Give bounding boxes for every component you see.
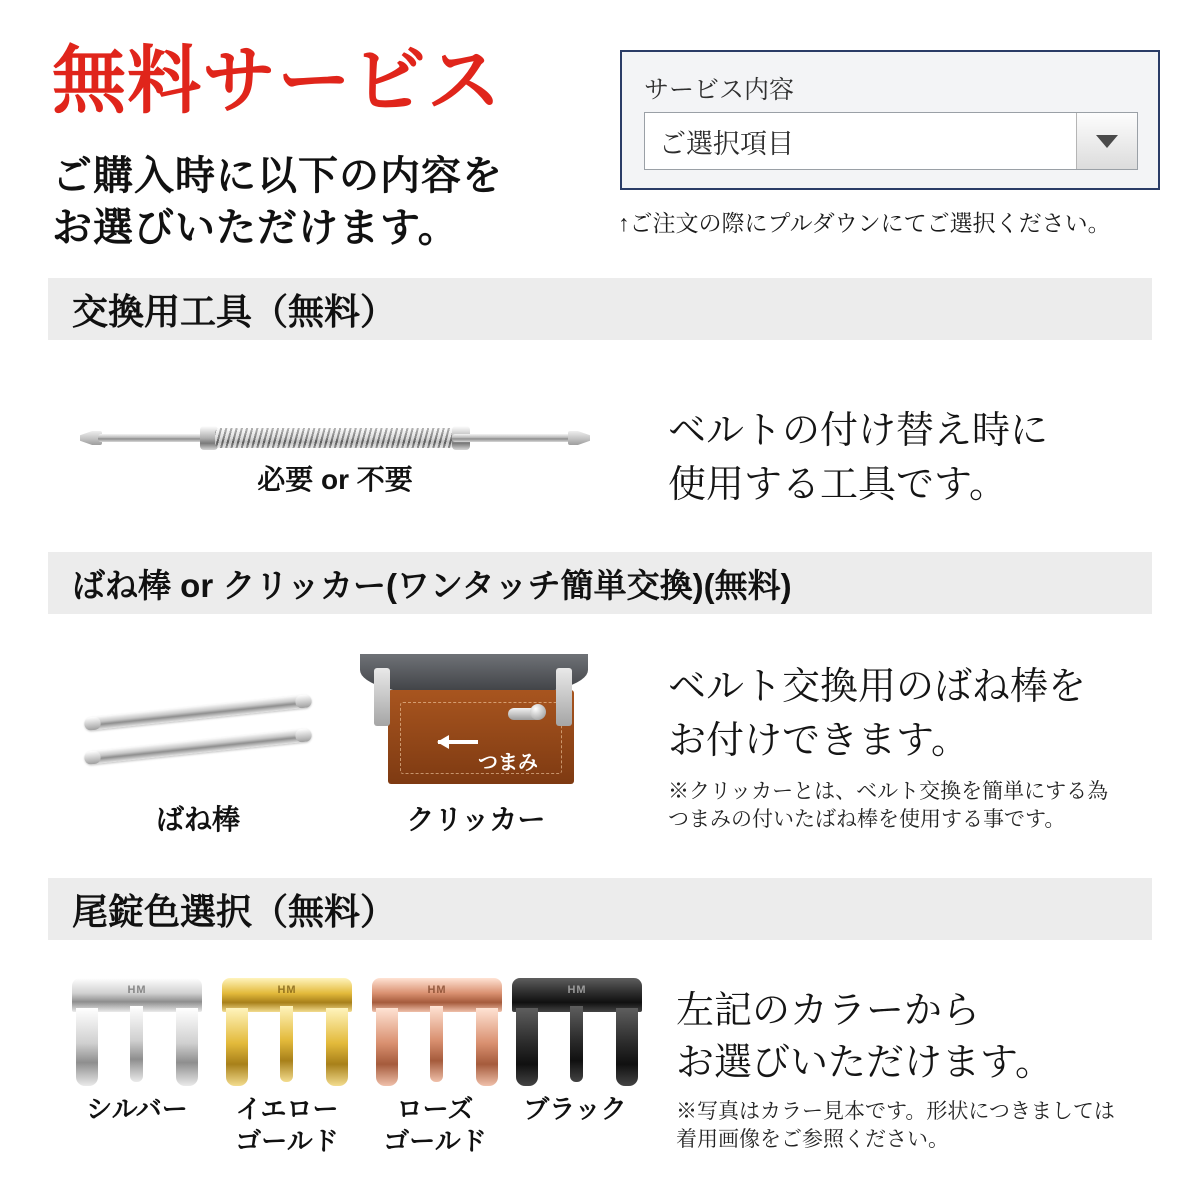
buckle-logo: HM — [427, 984, 447, 996]
buckle-tongue — [280, 1006, 293, 1082]
buckle-tongue — [130, 1006, 143, 1082]
section-title-springbar: ばね棒 or クリッカー(ワンタッチ簡単交換)(無料) — [72, 566, 792, 604]
header — [0, 0, 1200, 250]
service-select-value: ご選択項目 — [659, 128, 794, 159]
section-header-buckle — [48, 878, 1152, 940]
clicker-photo — [360, 654, 588, 784]
chevron-down-icon[interactable] — [1076, 113, 1137, 169]
tool-description-line-1: ベルトの付け替え時に — [668, 410, 1049, 452]
buckle-caption-yellow-gold-line-2: ゴールド — [235, 1126, 339, 1156]
section-header-springbar — [48, 552, 1152, 614]
header-subtitle-line-2: お選びいただけます。 — [52, 206, 459, 250]
service-select-panel — [620, 50, 1160, 190]
spring-bar-1 — [84, 694, 312, 731]
service-select[interactable] — [644, 112, 1138, 170]
spring-bars-illustration — [78, 700, 318, 780]
tool-tip-right — [568, 431, 590, 445]
tool-shaft-right — [452, 434, 572, 442]
buckle-description-line-1: 左記のカラーから — [676, 990, 981, 1032]
buckle-leg-left — [226, 1008, 248, 1086]
tool-grip — [215, 428, 455, 448]
spring-bar-2 — [84, 728, 312, 765]
tool-caption: 必要 or 不要 — [257, 464, 413, 495]
watch-lug-right — [556, 668, 572, 726]
clicker-photo-label: つまみ — [478, 752, 538, 774]
tool-description-line-2: 使用する工具です。 — [668, 464, 1007, 506]
buckle-caption-rose-gold: ローズ — [396, 1094, 474, 1124]
springbar-description-line-1: ベルト交換用のばね棒を — [668, 666, 1087, 708]
springbar-caption: ばね棒 — [155, 804, 240, 835]
buckle-leg-left — [76, 1008, 98, 1086]
service-select-label: サービス内容 — [644, 76, 795, 104]
buckle-description-line-2: お選びいただけます。 — [676, 1042, 1053, 1084]
clicker-caption: クリッカー — [406, 804, 546, 835]
buckle-rose-gold[interactable] — [372, 978, 502, 1086]
buckle-tongue — [430, 1006, 443, 1082]
buckle-caption-black: ブラック — [523, 1094, 627, 1124]
buckle-caption-rose-gold-line-2: ゴールド — [383, 1126, 487, 1156]
springbar-description-line-2: お付けできます。 — [668, 720, 969, 762]
buckle-logo: HM — [127, 984, 147, 996]
buckle-caption-yellow-gold: イエロー — [235, 1094, 339, 1124]
buckle-logo: HM — [567, 984, 587, 996]
buckle-caption-silver: シルバー — [86, 1094, 188, 1124]
section-header-tool — [48, 278, 1152, 340]
buckle-leg-right — [616, 1008, 638, 1086]
section-title-tool: 交換用工具（無料） — [72, 290, 397, 332]
buckle-note-line-1: ※写真はカラー見本です。形状につきましては — [676, 1100, 1115, 1123]
springbar-note-line-2: つまみの付いたばね棒を使用する事です。 — [668, 808, 1066, 831]
watch-lug-left — [374, 668, 390, 726]
service-select-note: ↑ご注文の際にプルダウンにてご選択ください。 — [618, 210, 1111, 236]
buckle-note-line-2: 着用画像をご参照ください。 — [676, 1128, 949, 1151]
arrow-icon — [438, 740, 478, 744]
header-subtitle-line-1: ご購入時に以下の内容を — [52, 154, 503, 198]
buckle-yellow-gold[interactable] — [222, 978, 352, 1086]
clicker-knob — [530, 704, 546, 720]
buckle-leg-right — [476, 1008, 498, 1086]
springbar-note-line-1: ※クリッカーとは、ベルト交換を簡単にする為 — [668, 780, 1109, 803]
buckle-leg-left — [516, 1008, 538, 1086]
section-title-buckle: 尾錠色選択（無料） — [72, 890, 397, 932]
buckle-logo: HM — [277, 984, 297, 996]
buckle-tongue — [570, 1006, 583, 1082]
buckle-leg-left — [376, 1008, 398, 1086]
buckle-black[interactable] — [512, 978, 642, 1086]
buckle-leg-right — [176, 1008, 198, 1086]
buckle-leg-right — [326, 1008, 348, 1086]
page-title: 無料サービス — [52, 39, 502, 122]
buckle-silver[interactable] — [72, 978, 202, 1086]
